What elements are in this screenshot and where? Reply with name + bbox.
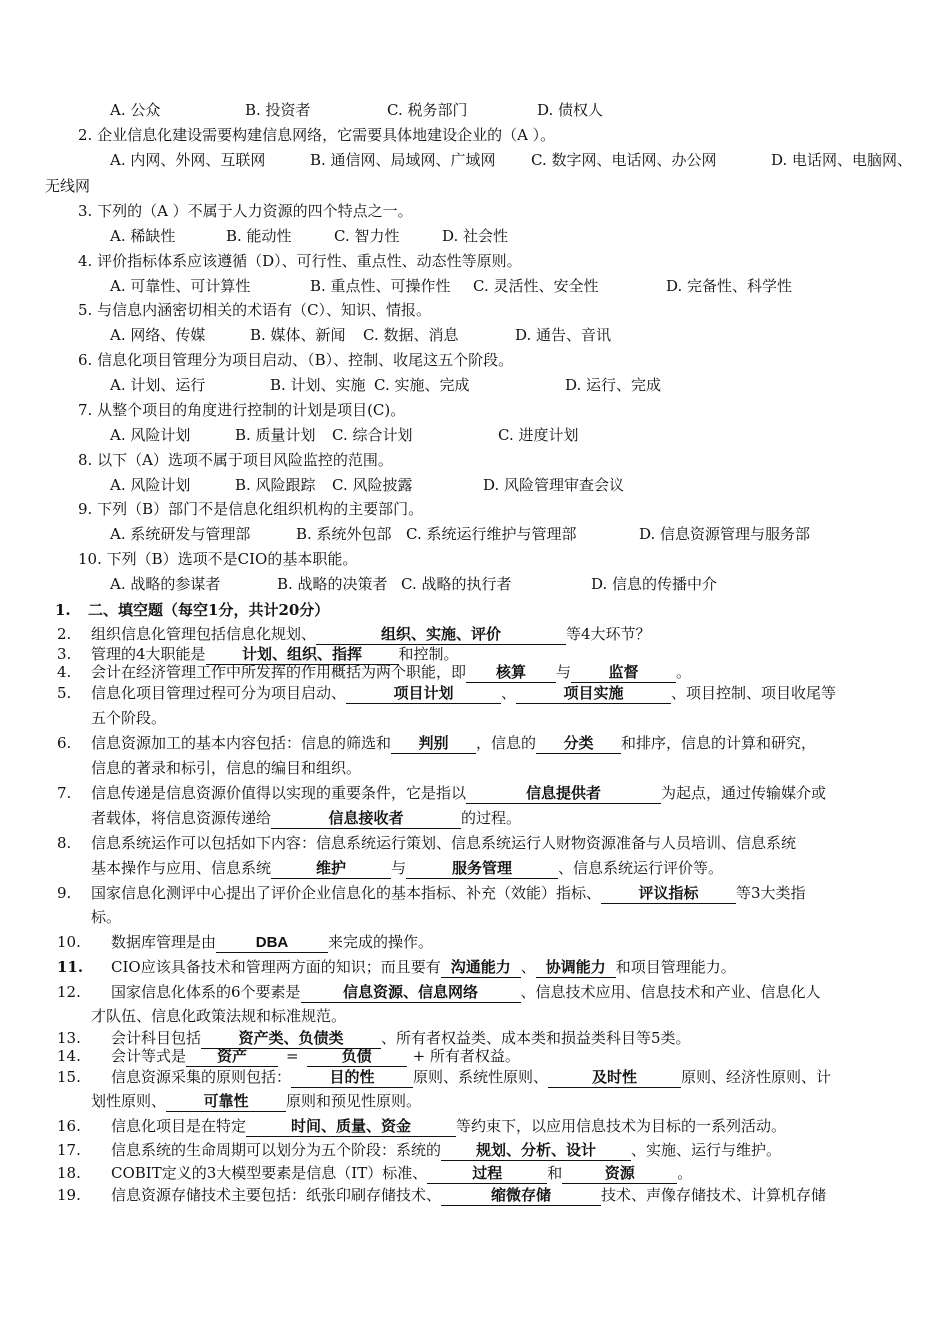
option: B. 战略的决策者 — [277, 575, 388, 593]
answer-blank: 项目实施 — [516, 685, 671, 704]
question-3: 3. 下列的（A ）不属于人力资源的四个特点之一。 — [78, 202, 413, 220]
heading-number: 1. — [55, 601, 71, 619]
fill-item-13: 13. 会计科目包括 资产类、负债类 、所有者权益类、成本类和损益类科目等5类。 — [57, 1029, 691, 1047]
fill-item-4: 4. 会计在经济管理工作中所发挥的作用概括为两个职能，即 核算 与 监督 。 — [57, 663, 692, 681]
option: B. 能动性 — [226, 227, 292, 245]
question-6: 6. 信息化项目管理分为项目启动、（B）、控制、收尾这五个阶段。 — [78, 351, 514, 369]
option: D. 信息的传播中介 — [591, 575, 718, 593]
fill-item-12: 12. 国家信息化体系的6个要素是 信息资源、信息网络 、信息技术应用、信息技术和产业、信息化人 — [57, 983, 821, 1001]
q9-options — [110, 524, 810, 544]
fill-item-10: 10. 数据库管理是由 DBA 来完成的操作。 — [57, 933, 434, 951]
option: C. 进度计划 — [498, 426, 579, 444]
answer-blank: 判别 — [391, 735, 476, 754]
fill-item-14: 14. 会计等式是 资产 = 负债 + 所有者权益。 — [57, 1047, 520, 1065]
option: C. 实施、完成 — [374, 376, 470, 394]
q5-options — [110, 325, 611, 345]
answer-blank: 项目计划 — [346, 685, 501, 704]
q2-options — [110, 150, 912, 170]
option: A. 网络、传媒 — [110, 326, 206, 344]
answer-blank: 资源 — [562, 1165, 677, 1184]
section-heading — [55, 600, 329, 620]
option: B. 风险跟踪 — [235, 476, 316, 494]
fill-item-8-cont: 基本操作与应用、信息系统 维护 与 服务管理 、信息系统运行评价等。 — [91, 859, 724, 877]
fill-item-8: 8. 信息系统运作可以包括如下内容：信息系统运行策划、信息系统运行人财物资源准备与人员培训、信息系统 — [57, 834, 797, 852]
option: C. 风险披露 — [332, 476, 413, 494]
fill-item-18: 18. COBIT定义的3大模型要素是信息（IT）标准、 过程 和 资源 。 — [57, 1164, 693, 1182]
answer-blank: 资产类、负债类 — [201, 1030, 381, 1049]
fill-item-11: 11. CIO应该具备技术和管理两方面的知识；而且要有 沟通能力 、 协调能力 和项目管理能力。 — [57, 958, 736, 976]
fill-item-9: 9. 国家信息化测评中心提出了评价企业信息化的基本指标、补充（效能）指标、 评议指标 等3大类指 — [57, 884, 806, 902]
option: D. 通告、音讯 — [515, 326, 612, 344]
q6-options — [110, 375, 661, 395]
fill-item-16: 16. 信息化项目是在特定 时间、质量、资金 等约束下，以应用信息技术为目标的一系列活动。 — [57, 1117, 787, 1135]
question-4: 4. 评价指标体系应该遵循（D）、可行性、重点性、动态性等原则。 — [78, 252, 522, 270]
q8-options — [110, 475, 624, 495]
answer-blank: 信息资源、信息网络 — [301, 984, 521, 1003]
heading-text: 二、填空题（每空1分，共计20分） — [88, 601, 330, 619]
answer-blank: 分类 — [536, 735, 621, 754]
q4-options — [110, 276, 792, 296]
option: C. 税务部门 — [387, 101, 468, 119]
option: C. 综合计划 — [332, 426, 413, 444]
option: D. 电话网、电脑网、 — [771, 151, 913, 169]
answer-blank: DBA — [216, 934, 328, 953]
fill-item-9-cont: 标。 — [91, 908, 122, 926]
option: C. 系统运行维护与管理部 — [406, 525, 577, 543]
answer-blank: 信息提供者 — [466, 785, 661, 804]
answer-blank: 目的性 — [291, 1069, 413, 1088]
question-2: 2. 企业信息化建设需要构建信息网络，它需要具体地建设企业的（A ）。 — [78, 126, 556, 144]
question-9: 9. 下列（B）部门不是信息化组织机构的主要部门。 — [78, 500, 424, 518]
option: D. 信息资源管理与服务部 — [639, 525, 811, 543]
q7-options — [110, 425, 578, 445]
fill-item-15-cont: 划性原则、 可靠性 原则和预见性原则。 — [91, 1092, 422, 1110]
option: A. 公众 — [110, 101, 161, 119]
fill-item-3: 3. 管理的4大职能是 计划、组织、指挥 和控制。 — [57, 645, 459, 663]
option: B. 系统外包部 — [296, 525, 392, 543]
option: C. 数据、消息 — [363, 326, 459, 344]
q1-options — [110, 100, 603, 120]
answer-blank: 负债 — [307, 1048, 407, 1067]
option: D. 运行、完成 — [565, 376, 662, 394]
answer-blank: 过程 — [427, 1165, 547, 1184]
option: C. 灵活性、安全性 — [473, 277, 599, 295]
option: A. 内网、外网、互联网 — [110, 151, 266, 169]
q2-options-wrap: 无线网 — [45, 177, 91, 195]
option: B. 媒体、新闻 — [250, 326, 346, 344]
fill-item-5-cont: 五个阶段。 — [91, 709, 167, 727]
option: A. 风险计划 — [110, 476, 191, 494]
option: B. 投资者 — [245, 101, 311, 119]
option: C. 智力性 — [334, 227, 400, 245]
question-5: 5. 与信息内涵密切相关的术语有（C）、知识、情报。 — [78, 301, 432, 319]
answer-blank: 协调能力 — [536, 959, 616, 978]
option: B. 计划、实施 — [270, 376, 366, 394]
answer-blank: 服务管理 — [406, 860, 558, 879]
option: B. 重点性、可操作性 — [310, 277, 451, 295]
answer-blank: 维护 — [271, 860, 391, 879]
fill-item-6: 6. 信息资源加工的基本内容包括：信息的筛选和 判别 ，信息的 分类 和排序，信息的计算和研究， — [57, 734, 817, 752]
option: A. 可靠性、可计算性 — [110, 277, 251, 295]
answer-blank: 评议指标 — [601, 885, 736, 904]
option: A. 系统研发与管理部 — [110, 525, 251, 543]
answer-blank: 及时性 — [548, 1069, 681, 1088]
answer-blank: 时间、质量、资金 — [246, 1118, 456, 1137]
answer-blank: 核算 — [466, 664, 556, 683]
question-7: 7. 从整个项目的角度进行控制的计划是项目(C)。 — [78, 401, 406, 419]
answer-blank: 可靠性 — [166, 1093, 286, 1112]
option: A. 战略的参谋者 — [110, 575, 221, 593]
option: B. 质量计划 — [235, 426, 316, 444]
option: C. 数字网、电话网、办公网 — [531, 151, 717, 169]
fill-item-5: 5. 信息化项目管理过程可分为项目启动、 项目计划 、 项目实施 、项目控制、项目收尾等 — [57, 684, 837, 702]
option: B. 通信网、局域网、广域网 — [310, 151, 496, 169]
answer-blank: 监督 — [571, 664, 676, 683]
answer-blank: 资产 — [186, 1048, 278, 1067]
fill-item-12-cont: 才队伍、信息化政策法规和标准规范。 — [91, 1007, 347, 1025]
fill-item-7: 7. 信息传递是信息资源价值得以实现的重要条件，它是指以 信息提供者 为起点，通过传输媒介或 — [57, 784, 827, 802]
answer-blank: 信息接收者 — [271, 810, 461, 829]
option: A. 计划、运行 — [110, 376, 206, 394]
q3-options — [110, 226, 508, 246]
option: A. 稀缺性 — [110, 227, 176, 245]
answer-blank: 规划、分析、设计 — [441, 1142, 631, 1161]
q10-options — [110, 574, 717, 594]
question-10: 10. 下列（B）选项不是CIO的基本职能。 — [78, 550, 358, 568]
question-8: 8. 以下（A）选项不属于项目风险监控的范围。 — [78, 451, 393, 469]
answer-blank: 缩微存储 — [441, 1187, 601, 1206]
option: D. 债权人 — [537, 101, 604, 119]
fill-item-6-cont: 信息的著录和标引，信息的编目和组织。 — [91, 759, 362, 777]
fill-item-2: 2. 组织信息化管理包括信息化规划、 组织、实施、评价 等4大环节？ — [57, 625, 651, 643]
fill-item-19: 19. 信息资源存储技术主要包括：纸张印刷存储技术、 缩微存储 技术、声像存储技术、计算机存储 — [57, 1186, 827, 1204]
fill-item-15: 15. 信息资源采集的原则包括： 目的性 原则、系统性原则、 及时性 原则、经济性原则、计 — [57, 1068, 832, 1086]
option: D. 风险管理审查会议 — [483, 476, 625, 494]
answer-blank: 计划、组织、指挥 — [206, 646, 399, 665]
option: D. 完备性、科学性 — [666, 277, 793, 295]
option: C. 战略的执行者 — [401, 575, 512, 593]
option: A. 风险计划 — [110, 426, 191, 444]
fill-item-17: 17. 信息系统的生命周期可以划分为五个阶段：系统的 规划、分析、设计 、实施、运行与维护。 — [57, 1141, 782, 1159]
answer-blank: 组织、实施、评价 — [316, 626, 566, 645]
option: D. 社会性 — [442, 227, 509, 245]
answer-blank: 沟通能力 — [441, 959, 521, 978]
fill-item-7-cont: 者载体，将信息资源传递给 信息接收者 的过程。 — [91, 809, 522, 827]
